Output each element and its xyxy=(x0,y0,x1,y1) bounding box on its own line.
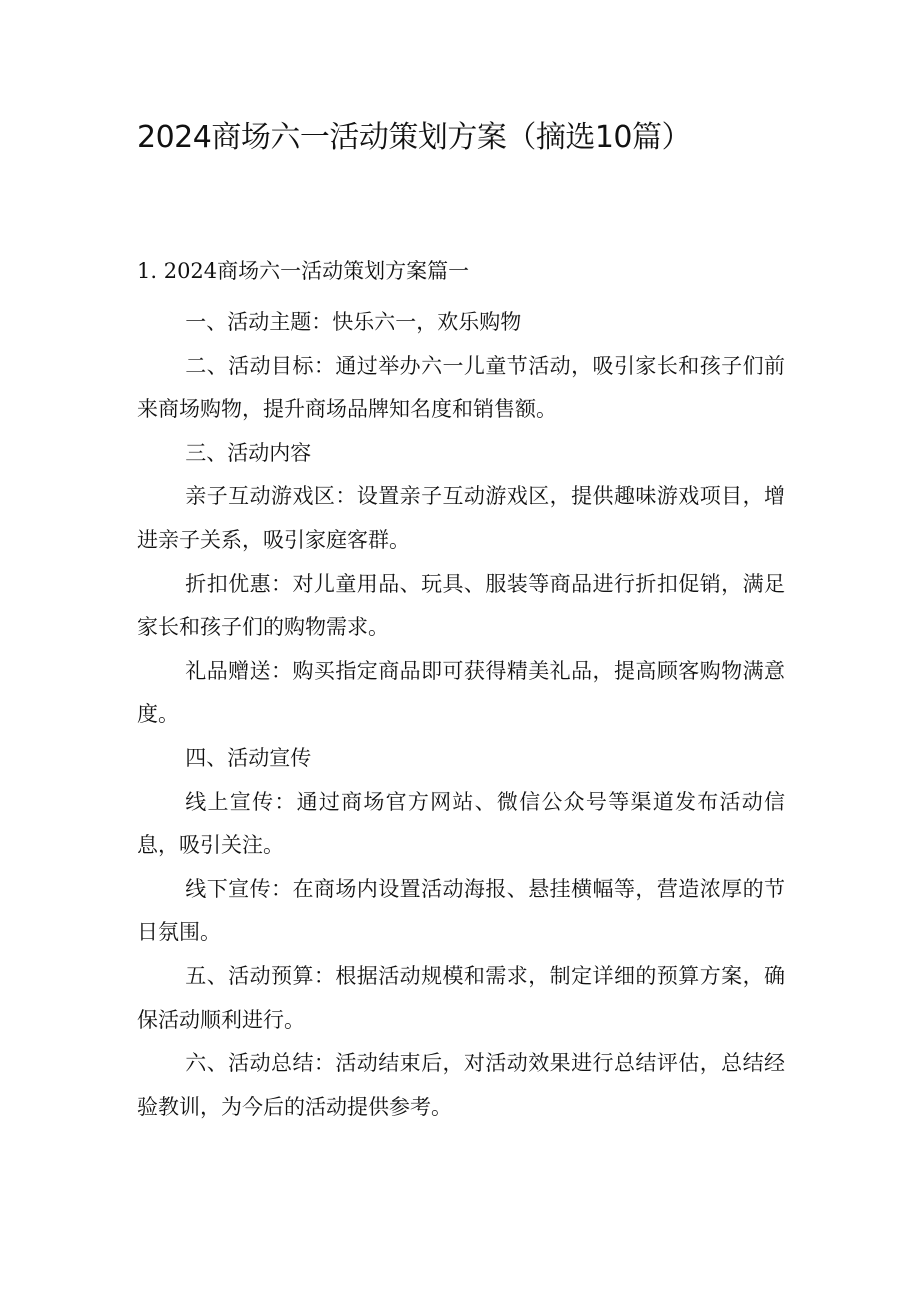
paragraph-gifts: 礼品赠送：购买指定商品即可获得精美礼品，提高顾客购物满意度。 xyxy=(137,658,785,727)
paragraph-activity-content-heading: 三、活动内容 xyxy=(185,440,312,465)
document-body xyxy=(137,301,785,1129)
paragraph-discounts: 折扣优惠：对儿童用品、玩具、服装等商品进行折扣促销，满足家长和孩子们的购物需求。 xyxy=(137,571,785,640)
paragraph-budget: 五、活动预算：根据活动规模和需求，制定详细的预算方案，确保活动顺利进行。 xyxy=(137,963,785,1032)
paragraph-online-promotion: 线上宣传：通过商场官方网站、微信公众号等渠道发布活动信息，吸引关注。 xyxy=(137,789,785,858)
paragraph-offline-promotion: 线下宣传：在商场内设置活动海报、悬挂横幅等，营造浓厚的节日氛围。 xyxy=(137,876,785,945)
paragraph-activity-goal: 二、活动目标：通过举办六一儿童节活动，吸引家长和孩子们前来商场购物，提升商场品牌知名度和销售额。 xyxy=(137,353,785,422)
document-title: 2024商场六一活动策划方案（摘选10篇） xyxy=(137,120,692,155)
paragraph-activity-theme: 一、活动主题：快乐六一，欢乐购物 xyxy=(185,310,522,334)
paragraph-parent-child-games: 亲子互动游戏区：设置亲子互动游戏区，提供趣味游戏项目，增进亲子关系，吸引家庭客群。 xyxy=(137,484,785,552)
section-heading: 1. 2024商场六一活动策划方案篇一 xyxy=(137,259,470,283)
paragraph-summary: 六、活动总结：活动结束后，对活动效果进行总结评估，总结经验教训，为今后的活动提供参考。 xyxy=(137,1051,785,1119)
paragraph-promotion-heading: 四、活动宣传 xyxy=(185,745,312,770)
